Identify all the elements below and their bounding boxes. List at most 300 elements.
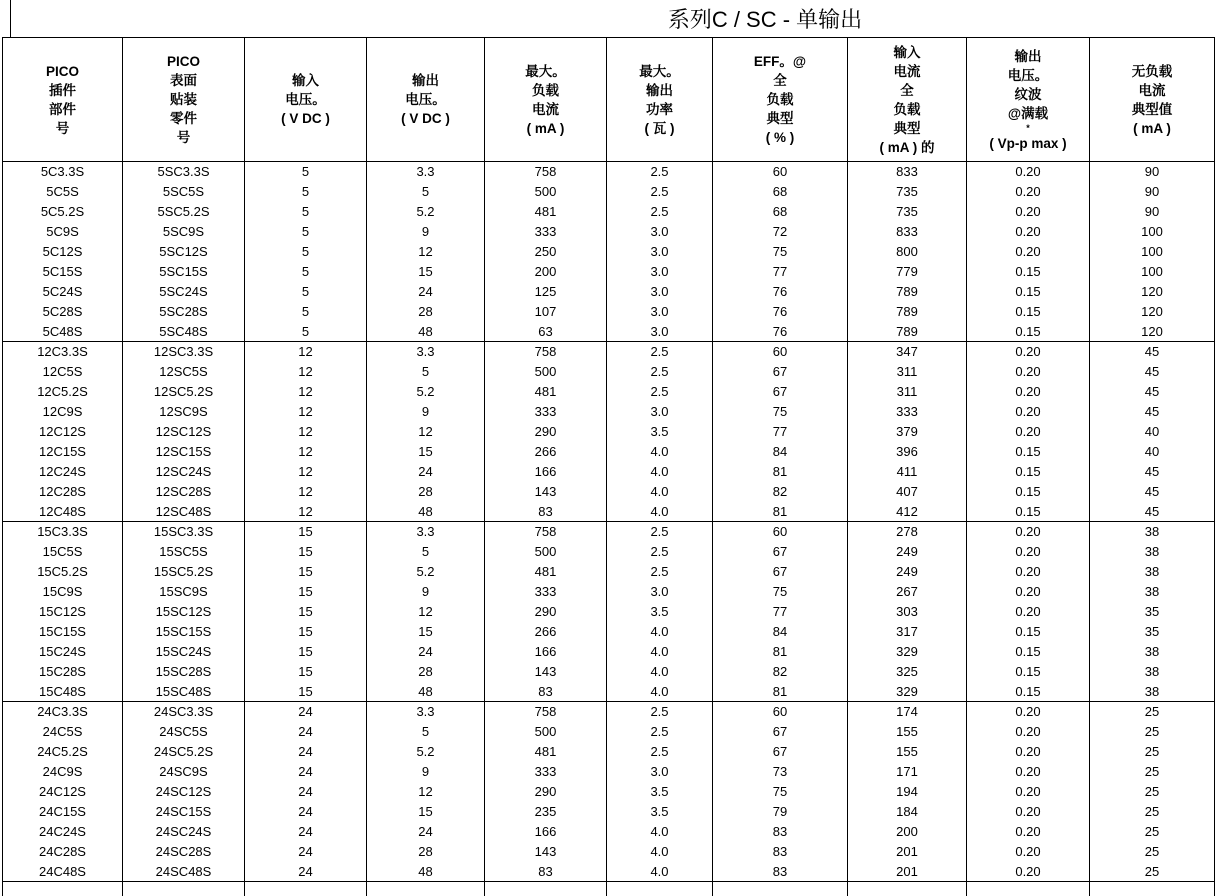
top-left-border-stub (10, 0, 11, 38)
cell: 15SC15S (123, 622, 245, 642)
cell: 0.15 (967, 442, 1090, 462)
empty-cell (123, 882, 245, 896)
table-row (3, 342, 1215, 362)
table-row (3, 422, 1215, 442)
cell: 24 (245, 842, 367, 862)
cell: 0.20 (967, 562, 1090, 582)
cell: 83 (485, 682, 607, 702)
cell: 290 (485, 602, 607, 622)
cell: 143 (485, 482, 607, 502)
cell: 35 (1090, 622, 1215, 642)
cell: 5C3.3S (3, 162, 123, 182)
cell: 12SC12S (123, 422, 245, 442)
cell: 0.20 (967, 182, 1090, 202)
cell: 120 (1090, 282, 1215, 302)
page-title: 系列C / SC - 单输出 (667, 7, 863, 32)
cell: 15 (367, 442, 485, 462)
cell: 12 (245, 362, 367, 382)
table-row (3, 842, 1215, 862)
table-row (3, 462, 1215, 482)
cell: 45 (1090, 502, 1215, 522)
cell: 45 (1090, 462, 1215, 482)
cell: 48 (367, 502, 485, 522)
table-row (3, 182, 1215, 202)
table-row (3, 362, 1215, 382)
cell: 0.20 (967, 522, 1090, 542)
cell: 12SC3.3S (123, 342, 245, 362)
cell: 12SC24S (123, 462, 245, 482)
cell: 12 (367, 422, 485, 442)
cell: 24SC15S (123, 802, 245, 822)
cell: 24C12S (3, 782, 123, 802)
cell: 24SC5S (123, 722, 245, 742)
cell: 12C9S (3, 402, 123, 422)
cell: 303 (848, 602, 967, 622)
cell: 67 (713, 562, 848, 582)
cell: 25 (1090, 762, 1215, 782)
cell: 83 (713, 822, 848, 842)
cell: 2.5 (607, 382, 713, 402)
table-row (3, 682, 1215, 702)
cell: 3.3 (367, 702, 485, 722)
header-line: 零件 (170, 111, 197, 126)
cell: 24 (245, 802, 367, 822)
cell: 5 (245, 242, 367, 262)
cell: 25 (1090, 722, 1215, 742)
cell: 3.0 (607, 222, 713, 242)
cell: 24 (367, 642, 485, 662)
cell: 83 (713, 842, 848, 862)
cell: 24C5S (3, 722, 123, 742)
cell: 481 (485, 202, 607, 222)
table-row (3, 822, 1215, 842)
header-line: 表面 (170, 73, 197, 88)
cell: 4.0 (607, 622, 713, 642)
cell: 15 (367, 802, 485, 822)
cell: 5 (245, 282, 367, 302)
cell: 0.20 (967, 402, 1090, 422)
cell: 67 (713, 362, 848, 382)
cell: 5SC9S (123, 222, 245, 242)
header-line: 电流 (1138, 82, 1166, 98)
cell: 12C28S (3, 482, 123, 502)
table-row (3, 162, 1215, 182)
cell: 481 (485, 562, 607, 582)
cell: 24 (367, 462, 485, 482)
cell: 3.3 (367, 342, 485, 362)
cell: 758 (485, 342, 607, 362)
cell: 266 (485, 442, 607, 462)
cell: 396 (848, 442, 967, 462)
cell: 12 (245, 402, 367, 422)
header-cell-8 (967, 38, 1090, 162)
cell: 15 (245, 662, 367, 682)
cell: 38 (1090, 642, 1215, 662)
table-row (3, 862, 1215, 882)
cell: 24 (245, 742, 367, 762)
cell: 0.20 (967, 162, 1090, 182)
cell: 5SC15S (123, 262, 245, 282)
empty-cell (607, 882, 713, 896)
cell: 79 (713, 802, 848, 822)
cell: 15C15S (3, 622, 123, 642)
cell: 5 (245, 302, 367, 322)
cell: 290 (485, 782, 607, 802)
cell: 2.5 (607, 542, 713, 562)
table-row (3, 442, 1215, 462)
cell: 3.5 (607, 802, 713, 822)
header-line: 负载 (766, 92, 794, 107)
cell: 82 (713, 482, 848, 502)
cell: 75 (713, 242, 848, 262)
header-line: 插件 (49, 82, 76, 98)
cell: 25 (1090, 822, 1215, 842)
header-line: 电压。 (285, 92, 326, 107)
cell: 779 (848, 262, 967, 282)
cell: 171 (848, 762, 967, 782)
cell: 789 (848, 302, 967, 322)
table-row (3, 622, 1215, 642)
cell: 24 (367, 822, 485, 842)
cell: 15 (245, 602, 367, 622)
cell: 194 (848, 782, 967, 802)
cell: 12 (245, 382, 367, 402)
cell: 60 (713, 522, 848, 542)
cell: 12 (367, 782, 485, 802)
header-line: 输入 (893, 44, 921, 60)
cell: 15SC9S (123, 582, 245, 602)
cell: 3.0 (607, 282, 713, 302)
cell: 24 (245, 782, 367, 802)
cell: 76 (713, 322, 848, 342)
row-group-3 (3, 702, 1215, 882)
cell: 5C15S (3, 262, 123, 282)
cell: 77 (713, 602, 848, 622)
cell: 2.5 (607, 702, 713, 722)
header-row (3, 38, 1215, 162)
cell: 3.5 (607, 602, 713, 622)
cell: 5SC5S (123, 182, 245, 202)
cell: 38 (1090, 542, 1215, 562)
cell: 5SC3.3S (123, 162, 245, 182)
cell: 100 (1090, 242, 1215, 262)
cell: 201 (848, 842, 967, 862)
cell: 73 (713, 762, 848, 782)
header-line: ( mA ) (1133, 120, 1171, 136)
header-line: 纹波 (1014, 86, 1042, 102)
cell: 0.20 (967, 702, 1090, 722)
cell: 48 (367, 682, 485, 702)
cell: 12C3.3S (3, 342, 123, 362)
cell: 63 (485, 322, 607, 342)
cell: 0.20 (967, 242, 1090, 262)
cell: 12 (245, 442, 367, 462)
cell: 28 (367, 302, 485, 322)
cell: 12SC5.2S (123, 382, 245, 402)
cell: 68 (713, 202, 848, 222)
cell: 90 (1090, 202, 1215, 222)
header-line: ( % ) (765, 130, 795, 145)
header-line: 功率 (646, 101, 673, 117)
cell: 2.5 (607, 722, 713, 742)
cell: 0.20 (967, 382, 1090, 402)
table-row (3, 542, 1215, 562)
cell: 25 (1090, 782, 1215, 802)
cell: 15SC24S (123, 642, 245, 662)
cell: 481 (485, 742, 607, 762)
cell: 333 (485, 582, 607, 602)
cell: 24C48S (3, 862, 123, 882)
header-line: ( V DC ) (281, 111, 330, 126)
cell: 12C15S (3, 442, 123, 462)
cell: 15 (245, 522, 367, 542)
cell: 311 (848, 362, 967, 382)
cell: 15C48S (3, 682, 123, 702)
table-row (3, 282, 1215, 302)
cell: 278 (848, 522, 967, 542)
table-row (3, 222, 1215, 242)
cell: 0.20 (967, 742, 1090, 762)
cell: 24C9S (3, 762, 123, 782)
header-line: ( Vp-p max ) (989, 135, 1067, 151)
cell: 24SC28S (123, 842, 245, 862)
header-line: 最大。 (525, 63, 566, 79)
cell: 325 (848, 662, 967, 682)
header-line: 号 (55, 120, 70, 136)
cell: 2.5 (607, 522, 713, 542)
cell: 4.0 (607, 462, 713, 482)
header-line: EFF。@ (753, 54, 807, 69)
cell: 40 (1090, 442, 1215, 462)
header-line: 电压。 (1007, 67, 1049, 83)
cell: 735 (848, 182, 967, 202)
cell: 15C24S (3, 642, 123, 662)
cell: 125 (485, 282, 607, 302)
cell: 0.15 (967, 502, 1090, 522)
header-line: 输出 (412, 73, 439, 88)
table-row (3, 322, 1215, 342)
cell: 3.3 (367, 162, 485, 182)
table-row (3, 742, 1215, 762)
header-line: 输出 (646, 82, 673, 98)
cell: 166 (485, 462, 607, 482)
empty-cell (1090, 882, 1215, 896)
cell: 60 (713, 162, 848, 182)
cell: 0.20 (967, 602, 1090, 622)
cell: 155 (848, 722, 967, 742)
cell: 38 (1090, 522, 1215, 542)
cell: 60 (713, 342, 848, 362)
cell: 12C5S (3, 362, 123, 382)
cell: 789 (848, 282, 967, 302)
cell: 9 (367, 402, 485, 422)
cell: 3.0 (607, 322, 713, 342)
cell: 83 (485, 502, 607, 522)
table-header (3, 38, 1215, 162)
cell: 12 (245, 502, 367, 522)
header-line: 典型 (766, 111, 794, 126)
cell: 0.20 (967, 782, 1090, 802)
table-row (3, 202, 1215, 222)
cell: 15SC28S (123, 662, 245, 682)
cell: 60 (713, 702, 848, 722)
cell: 5C5.2S (3, 202, 123, 222)
cell: 2.5 (607, 182, 713, 202)
cell: 4.0 (607, 442, 713, 462)
partial-row-group (3, 882, 1215, 896)
table-row (3, 602, 1215, 622)
empty-cell (713, 882, 848, 896)
cell: 28 (367, 482, 485, 502)
cell: 3.5 (607, 782, 713, 802)
cell: 249 (848, 542, 967, 562)
cell: 38 (1090, 562, 1215, 582)
cell: 76 (713, 302, 848, 322)
cell: 90 (1090, 162, 1215, 182)
cell: 758 (485, 702, 607, 722)
cell: 184 (848, 802, 967, 822)
header-line: 最大。 (639, 63, 680, 79)
table-row (3, 502, 1215, 522)
header-cell-0 (3, 38, 123, 162)
header-cell-7 (848, 38, 967, 162)
cell: 15 (245, 562, 367, 582)
table-row (3, 382, 1215, 402)
cell: 12C12S (3, 422, 123, 442)
table-row (3, 302, 1215, 322)
cell: 0.15 (967, 262, 1090, 282)
cell: 24C15S (3, 802, 123, 822)
cell: 758 (485, 162, 607, 182)
cell: 15 (245, 682, 367, 702)
cell: 24C28S (3, 842, 123, 862)
cell: 0.20 (967, 202, 1090, 222)
cell: 0.20 (967, 822, 1090, 842)
cell: 0.15 (967, 662, 1090, 682)
cell: 67 (713, 382, 848, 402)
cell: 15 (367, 622, 485, 642)
cell: 12C24S (3, 462, 123, 482)
cell: 84 (713, 622, 848, 642)
cell: 0.20 (967, 762, 1090, 782)
cell: 0.15 (967, 322, 1090, 342)
header-line: 号 (176, 130, 191, 145)
cell: 5C5S (3, 182, 123, 202)
header-cell-1 (123, 38, 245, 162)
cell: 5SC12S (123, 242, 245, 262)
table-row (3, 702, 1215, 722)
cell: 5 (367, 542, 485, 562)
cell: 200 (485, 262, 607, 282)
cell: 75 (713, 402, 848, 422)
cell: 2.5 (607, 342, 713, 362)
cell: 67 (713, 742, 848, 762)
table-row (3, 482, 1215, 502)
cell: 0.20 (967, 342, 1090, 362)
cell: 833 (848, 162, 967, 182)
cell: 100 (1090, 262, 1215, 282)
cell: 407 (848, 482, 967, 502)
cell: 12 (245, 462, 367, 482)
table-row (3, 402, 1215, 422)
row-group-2 (3, 522, 1215, 702)
cell: 0.15 (967, 302, 1090, 322)
cell: 5.2 (367, 562, 485, 582)
cell: 3.0 (607, 302, 713, 322)
table-row (3, 642, 1215, 662)
cell: 90 (1090, 182, 1215, 202)
cell: 4.0 (607, 662, 713, 682)
cell: 45 (1090, 342, 1215, 362)
cell: 28 (367, 662, 485, 682)
header-line: @满载 (1007, 105, 1049, 121)
header-line: ( 瓦 ) (644, 120, 675, 136)
cell: 82 (713, 662, 848, 682)
cell: 107 (485, 302, 607, 322)
cell: 0.20 (967, 362, 1090, 382)
cell: 2.5 (607, 562, 713, 582)
cell: 333 (485, 762, 607, 782)
cell: 9 (367, 582, 485, 602)
cell: 0.20 (967, 802, 1090, 822)
cell: 3.0 (607, 262, 713, 282)
cell: 201 (848, 862, 967, 882)
cell: 15C28S (3, 662, 123, 682)
cell: 800 (848, 242, 967, 262)
cell: 15 (367, 262, 485, 282)
cell: 481 (485, 382, 607, 402)
cell: 25 (1090, 802, 1215, 822)
header-line: 部件 (49, 101, 76, 117)
table-row (3, 722, 1215, 742)
cell: 15 (245, 582, 367, 602)
cell: 83 (485, 862, 607, 882)
cell: 24 (245, 722, 367, 742)
header-line: 全 (900, 82, 914, 98)
cell: 45 (1090, 402, 1215, 422)
cell: 3.0 (607, 762, 713, 782)
cell: 735 (848, 202, 967, 222)
cell: 24 (245, 822, 367, 842)
cell: 83 (713, 862, 848, 882)
empty-cell (485, 882, 607, 896)
cell: 24C5.2S (3, 742, 123, 762)
table-row (3, 262, 1215, 282)
cell: 15 (245, 542, 367, 562)
cell: 12C5.2S (3, 382, 123, 402)
cell: 143 (485, 842, 607, 862)
cell: 35 (1090, 602, 1215, 622)
cell: 81 (713, 642, 848, 662)
cell: 250 (485, 242, 607, 262)
cell: 2.5 (607, 202, 713, 222)
header-line: 典型值 (1131, 101, 1173, 117)
cell: 68 (713, 182, 848, 202)
cell: 500 (485, 182, 607, 202)
table-row (3, 522, 1215, 542)
cell: 24SC5.2S (123, 742, 245, 762)
cell: 48 (367, 322, 485, 342)
cell: 411 (848, 462, 967, 482)
table-row (3, 582, 1215, 602)
header-line: 输入 (292, 73, 319, 88)
cell: 0.20 (967, 222, 1090, 242)
cell: 166 (485, 822, 607, 842)
cell: 5C12S (3, 242, 123, 262)
cell: 5C24S (3, 282, 123, 302)
cell: 5 (245, 222, 367, 242)
cell: 12SC9S (123, 402, 245, 422)
